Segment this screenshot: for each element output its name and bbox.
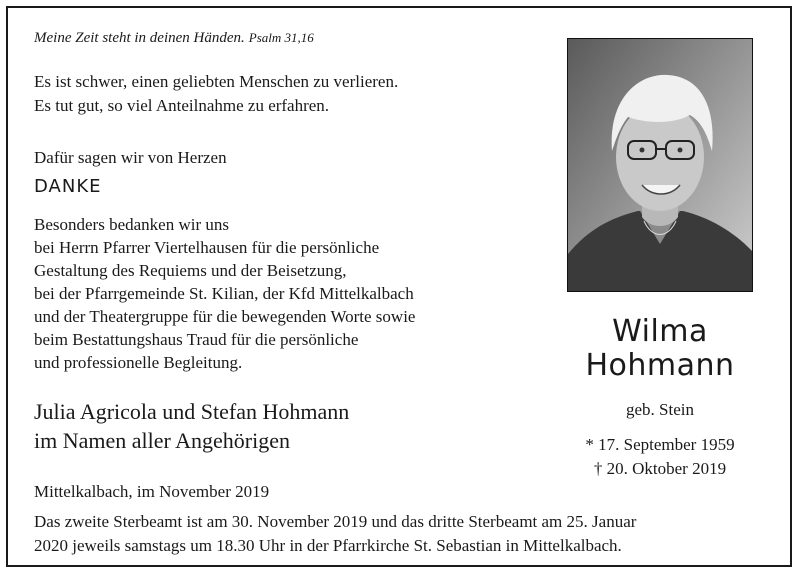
psalm-line — [34, 30, 314, 47]
footer-line-2: 2020 jeweils samstags um 18.30 Uhr in der Pfarrkirche St. Sebastian in Mittelkalbach. — [34, 536, 622, 555]
maiden-name: geb. Stein — [626, 400, 694, 419]
signature-line-1: Julia Agricola und Stefan Hohmann — [34, 399, 350, 424]
thanks-intro: Dafür sagen wir von Herzen — [34, 148, 227, 167]
signature-line-2: im Namen aller Angehörigen — [34, 428, 290, 453]
thanks-line-2: bei Herrn Pfarrer Viertelhausen für die persönliche — [34, 238, 380, 257]
thanks-line-5: und der Theatergruppe für die bewegenden Worte sowie — [34, 307, 416, 326]
psalm-reference: Psalm 31,16 — [248, 30, 314, 45]
place-date: Mittelkalbach, im November 2019 — [34, 482, 270, 501]
portrait-photo — [567, 38, 753, 292]
thanks-line-4: bei der Pfarrgemeinde St. Kilian, der Kfd Mittelkalbach — [34, 284, 414, 303]
deceased-first-name: Wilma — [612, 314, 708, 349]
psalm-text: Meine Zeit steht in deinen Händen. — [34, 30, 245, 46]
deceased-last-name: Hohmann — [585, 348, 735, 383]
thanks-line-3: Gestaltung des Requiems und der Beisetzung, — [34, 261, 347, 280]
intro-line-2: Es tut gut, so viel Anteilnahme zu erfahren. — [34, 96, 330, 115]
birth-date: * 17. September 1959 — [585, 435, 735, 454]
thanks-line-1: Besonders bedanken wir uns — [34, 215, 229, 234]
obituary-card — [6, 6, 792, 567]
thanks-line-7: und professionelle Begleitung. — [34, 353, 243, 372]
danke-heading: DANKE — [34, 176, 102, 197]
footer-line-1: Das zweite Sterbeamt ist am 30. November 2019 und das dritte Sterbeamt am 25. Januar — [34, 512, 637, 531]
portrait-graphic — [568, 39, 752, 291]
death-date: † 20. Oktober 2019 — [593, 459, 727, 478]
intro-line-1: Es ist schwer, einen geliebten Menschen zu verlieren. — [34, 72, 399, 91]
thanks-line-6: beim Bestattungshaus Traud für die persönliche — [34, 330, 359, 349]
